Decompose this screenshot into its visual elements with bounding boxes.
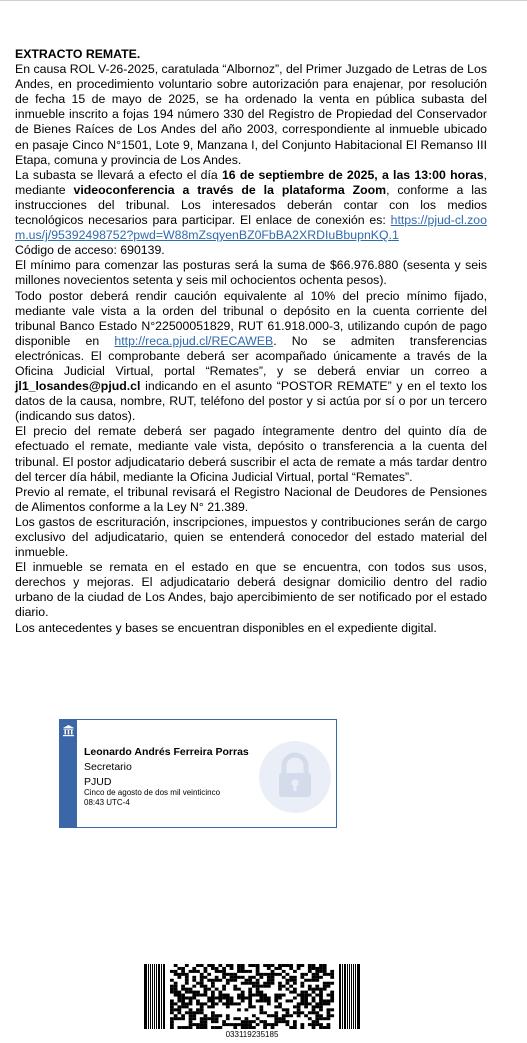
paragraph-auction-date <box>15 168 487 243</box>
paragraph-guarantee <box>15 289 487 425</box>
document-barcode <box>144 964 360 1029</box>
barcode-number: 033119235185 <box>225 1030 279 1039</box>
text-run: , mediante <box>15 167 487 197</box>
text-run: . No se admiten transferencias electrónicas. El comprobante deberá ser acompañado únicamente a través de la Oficina Judicial Virtual, portal “Remates”, y se deberá enviar un correo a <box>15 333 487 378</box>
signature-time: 08:43 UTC-4 <box>84 797 130 807</box>
signature-date: Cinco de agosto de dos mil veinticinco <box>84 788 221 797</box>
zoom-link[interactable]: https://pjud-cl.zoom.us/j/95392498752?pwd=W88mZsqyenBZ0FbBA2XRDIuBbupnKQ.1 <box>15 213 487 243</box>
signer-organization: PJUD <box>84 776 112 788</box>
signer-role: Secretario <box>84 761 132 773</box>
remate-extract <box>15 47 487 636</box>
signer-name: Leonardo Andrés Ferreira Porras <box>84 746 249 758</box>
paragraph-registry: Previo al remate, el tribunal revisará el Registro Nacional de Deudores de Pensiones de Alimentos conforme a la Ley N° 21.389. <box>15 484 487 514</box>
signature-timestamp <box>84 788 220 807</box>
auction-platform: videoconferencia a través de la plataforma Zoom <box>73 182 387 197</box>
recaweb-link[interactable]: http://reca.pjud.cl/RECAWEB <box>114 333 274 348</box>
paragraph-minimum-bid: El mínimo para comenzar las posturas será la suma de $66.976.880 (sesenta y seis millones novecientos setenta y seis mil ochocientos ochenta pesos). <box>15 258 487 288</box>
text-run: La subasta se llevará a efecto el día <box>15 167 222 182</box>
court-email: jl1_losandes@pjud.cl <box>15 379 141 394</box>
paragraph-payment: El precio del remate deberá ser pagado íntegramente dentro del quinto día de efectuado el remate, mediante vale vista, depósito o transferencia a la cuenta del tribunal. El postor adjudicatario deberá suscribir el acta de remate a más tardar dentro del tercer día hábil, mediante la Oficina Judicial Virtual, portal “Remates”. <box>15 424 487 484</box>
paragraph-condition: El inmueble se remata en el estado en que se encuentra, con todos sus usos, derechos y mejoras. El adjudicatario deberá designar domicilio dentro del radio urbano de la ciudad de Los Andes, bajo apercibimiento de ser notificado por el estado diario. <box>15 560 487 620</box>
paragraph-access-code: Código de acceso: 690139. <box>15 243 165 258</box>
document-title: EXTRACTO REMATE. <box>15 47 141 61</box>
paragraph-costs: Los gastos de escrituración, inscripciones, impuestos y contribuciones serán de cargo exclusivo del adjudicatario, quien se entenderá conocedor del estado material del inmueble. <box>15 514 487 560</box>
text-run: , conforme a las instrucciones del tribunal. Los interesados deberán contar con los medios tecnológicos necesarios para participar. El enlace de conexión es: <box>15 182 487 228</box>
text-run: indicando en el asunto “POSTOR REMATE” y en el texto los datos de la causa, nombre, RUT, teléfono del postor y si actúa por sí o por un tercero (indicando sus datos). <box>15 379 487 424</box>
text-run: Todo postor deberá rendir caución equivalente al 10% del precio mínimo fijado, mediante vale vista a la orden del tribunal o depósito en la cuenta corriente del tribunal Banco Estado N°22500051829, RUT 61.918.000-3, utilizando cupón de pago disponible en <box>15 288 487 348</box>
top-divider <box>0 0 527 1</box>
paragraph-antecedents: Los antecedentes y bases se encuentran disponibles en el expediente digital. <box>15 620 437 635</box>
auction-datetime: 16 de septiembre de 2025, a las 13:00 horas <box>221 167 484 182</box>
padlock-icon <box>258 740 332 814</box>
paragraph-case: En causa ROL V-26-2025, caratulada “Albornoz”, del Primer Juzgado de Letras de Los Andes, en procedimiento voluntario sobre autorización para enajenar, por resolución de fecha 15 de mayo de 2025, se ha ordenado la venta en pública subasta del inmueble inscrito a fojas 194 número 330 del Registro de Propiedad del Conservador de Bienes Raíces de Los Andes del año 2003, correspondiente al inmueble ubicado en pasaje Cinco N°1501, Lote 9, Manzana I, del Conjunto Habitacional El Remanso III Etapa, comuna y provincia de Los Andes. <box>15 62 487 167</box>
courthouse-icon <box>62 724 75 737</box>
signature-side-bar <box>60 720 77 827</box>
electronic-signature-box <box>59 719 337 828</box>
